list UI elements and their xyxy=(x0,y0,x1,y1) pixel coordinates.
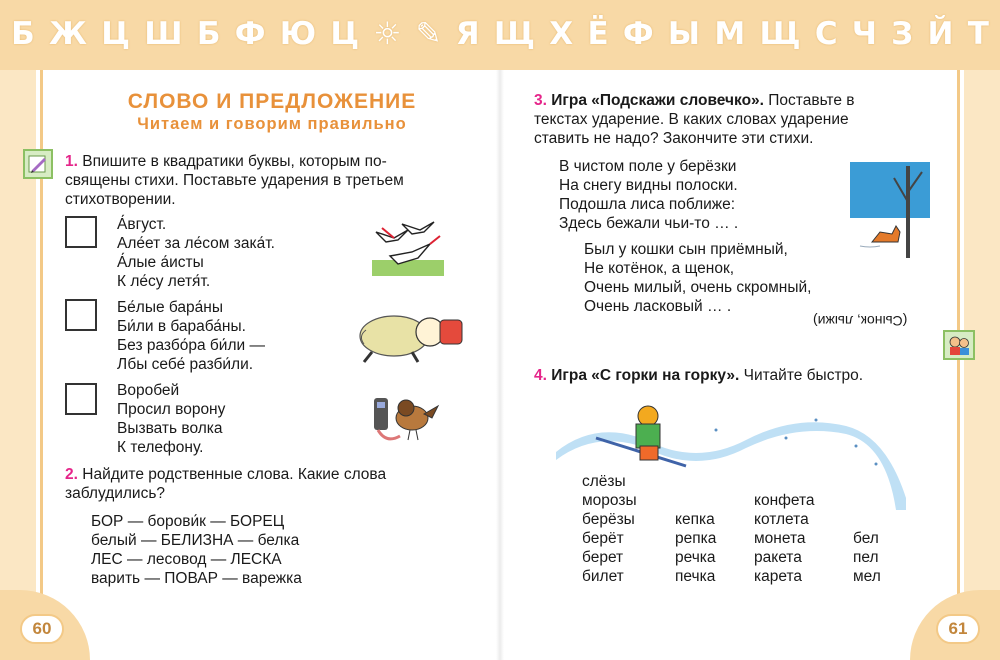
poem-line: Подошла лиса поближе: xyxy=(559,196,736,213)
poem-line: Не котёнок, а щенок, xyxy=(584,260,735,277)
write-task-badge xyxy=(23,149,53,179)
word: берет xyxy=(582,549,624,566)
poem-line: Без разбо́ра би́ли — xyxy=(117,337,265,354)
word: речка xyxy=(675,549,716,566)
answer-box-1[interactable] xyxy=(65,216,97,248)
task-1 xyxy=(65,152,466,209)
task-3-text: Поставьте в текстах ударение. В каких словах ударение ставить не надо? Закончите эти стихи. xyxy=(534,92,855,147)
task-4-game-name: Игра «С горки на горку». xyxy=(551,367,740,384)
task-2-text: Найдите родственные слова. Какие слова заблудились? xyxy=(65,466,387,502)
header-glyph: Ц xyxy=(101,15,131,52)
right-margin-rule xyxy=(957,70,960,660)
header-glyph: Б xyxy=(196,15,221,52)
poem-line: В чистом поле у берёзки xyxy=(559,158,737,175)
title-block xyxy=(80,90,464,134)
header-glyph: Я xyxy=(455,15,480,52)
header-glyph: Ч xyxy=(851,15,877,52)
poem-line: Лбы себе́ разби́ли. xyxy=(117,356,254,373)
header-glyph: Щ xyxy=(493,15,536,52)
header-glyph: Х xyxy=(549,15,574,52)
header-glyph: Й xyxy=(927,15,954,52)
task-2 xyxy=(65,465,466,503)
word-column-3 xyxy=(754,491,815,586)
word: котлета xyxy=(754,511,809,528)
word: пел xyxy=(853,549,879,566)
poem-line: Вызвать волка xyxy=(117,420,223,437)
poem-line: Би́ли в бараба́ны. xyxy=(117,318,246,335)
header-glyph: Ы xyxy=(667,15,701,52)
sparrow-phone-illustration xyxy=(372,388,442,448)
right-margin-band xyxy=(964,70,1000,660)
poem-barany xyxy=(117,298,265,374)
children-icon xyxy=(947,334,971,356)
header-glyph: Ю xyxy=(279,15,317,52)
word: карета xyxy=(754,568,803,585)
poem-line: К ле́су летя́т. xyxy=(117,273,211,290)
header-glyph-strip xyxy=(0,10,1000,58)
poem-line: Здесь бежали чьи-то … . xyxy=(559,215,739,232)
poem-lizhi xyxy=(559,157,738,233)
header-glyph: Б xyxy=(11,15,35,52)
fox-winter-illustration xyxy=(850,162,930,258)
answer-hint-upside-down: (Сынок, лыжи) xyxy=(813,313,908,329)
related-words-line: ЛЕС — лесовод — ЛЕСКА xyxy=(91,551,282,568)
top-banner xyxy=(0,0,1000,70)
header-glyph: Ж xyxy=(49,15,87,52)
poem-synok xyxy=(584,240,811,316)
word: берёт xyxy=(582,530,624,547)
poem-line: Бе́лые бара́ны xyxy=(117,299,223,316)
header-glyph: М xyxy=(714,15,746,52)
word: кепка xyxy=(675,511,715,528)
header-glyph: Ё xyxy=(587,15,609,52)
poem-avgust xyxy=(117,215,275,291)
word-column-1 xyxy=(582,472,637,586)
pencil-icon xyxy=(27,153,49,175)
poem-line: А́вгуст. xyxy=(117,216,167,233)
word: морозы xyxy=(582,492,637,509)
page-number-left: 60 xyxy=(20,614,64,644)
header-glyph: ☼ xyxy=(373,15,402,52)
word: бел xyxy=(853,530,879,547)
header-glyph: З xyxy=(891,15,914,52)
related-words-line: белый — БЕЛИЗНА — белка xyxy=(91,532,300,549)
word: берёзы xyxy=(582,511,635,528)
word: монета xyxy=(754,530,806,547)
poem-line: А́лые а́исты xyxy=(117,254,204,271)
task-4 xyxy=(534,366,935,385)
poem-line: Очень милый, очень скромный, xyxy=(584,279,812,296)
header-glyph: Ш xyxy=(144,15,183,52)
poem-line: Воробей xyxy=(117,382,180,399)
header-glyph: Ф xyxy=(234,15,266,52)
poem-line: К телефону. xyxy=(117,439,204,456)
task-1-text: Впишите в квадратики буквы, которым по- священы стихи. Поставьте ударения в третьем стихотворении. xyxy=(65,153,404,208)
task-3 xyxy=(534,91,935,148)
poem-line: Очень ласковый … . xyxy=(584,298,732,315)
page-title: СЛОВО И ПРЕДЛОЖЕНИЕ xyxy=(127,90,417,113)
task-3-game-name: Игра «Подскажи словечко». xyxy=(551,92,764,109)
task-2-number: 2. xyxy=(65,466,78,483)
task-4-number: 4. xyxy=(534,367,547,384)
task-3-number: 3. xyxy=(534,92,547,109)
header-glyph: С xyxy=(814,15,838,52)
answer-box-2[interactable] xyxy=(65,299,97,331)
task-4-text: Читайте быстро. xyxy=(743,367,864,384)
book-spine xyxy=(496,70,504,660)
storks-illustration xyxy=(372,218,444,278)
word: печка xyxy=(675,568,716,585)
page-subtitle: Читаем и говорим правильно xyxy=(137,115,407,133)
header-glyph: ✎ xyxy=(415,15,442,52)
word-column-4 xyxy=(853,529,881,586)
related-words-line: БОР — борови́к — БОРЕЦ xyxy=(91,513,285,530)
header-glyph: Щ xyxy=(759,15,801,52)
word: слёзы xyxy=(582,473,626,490)
header-glyph: Ф xyxy=(622,15,654,52)
poem-line: Але́ет за ле́сом зака́т. xyxy=(117,235,275,252)
header-glyph: Ц xyxy=(330,15,360,52)
pair-work-badge xyxy=(943,330,975,360)
related-words-line: варить — ПОВАР — варежка xyxy=(91,570,302,587)
header-glyph: Т xyxy=(967,15,989,52)
sheep-drum-illustration xyxy=(352,306,466,364)
word: ракета xyxy=(754,549,802,566)
word: мел xyxy=(853,568,881,585)
poem-line: Был у кошки сын приёмный, xyxy=(584,241,788,258)
page-number-right: 61 xyxy=(936,614,980,644)
poem-line: Просил ворону xyxy=(117,401,226,418)
word: конфета xyxy=(754,492,815,509)
word: билет xyxy=(582,568,624,585)
related-words-list xyxy=(91,512,302,588)
answer-box-3[interactable] xyxy=(65,383,97,415)
poem-vorobey xyxy=(117,381,225,457)
word-column-2 xyxy=(675,510,716,586)
poem-line: На снегу видны полоски. xyxy=(559,177,738,194)
word: репка xyxy=(675,530,717,547)
task-1-number: 1. xyxy=(65,153,78,170)
